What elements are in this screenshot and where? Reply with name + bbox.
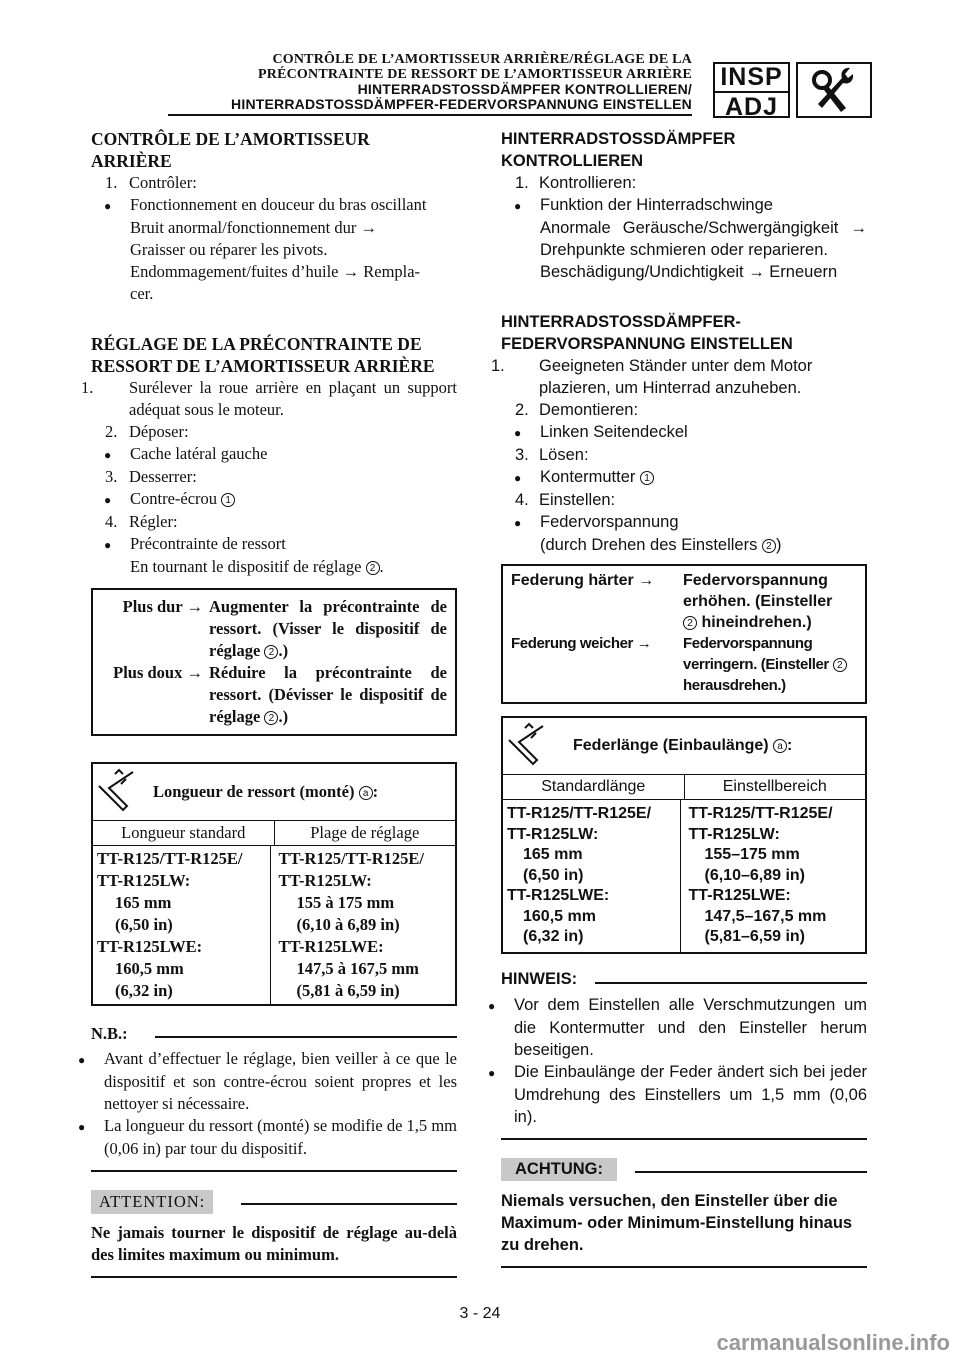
fr-note-1 [78, 1048, 457, 1115]
fr-s2-step-4-text: En tournant le dispositif de réglage 2 . [130, 557, 384, 576]
fr-s1-step-1 [91, 172, 457, 194]
fr-s2-step-3-bullet [91, 488, 457, 511]
de-note-1 [488, 994, 867, 1061]
fr-s2-step-2-bullet [91, 443, 457, 466]
note-text: Avant d’effectuer le réglage, bien veiller à ce que le dispositif et son contre-écrou soient propres et les nettoyer si nécessaire. [104, 1049, 457, 1113]
fr-s2-step-2 [91, 421, 457, 443]
header-line-2: PRÉCONTRAINTE DE RESSORT DE L’AMORTISSEUR ARRIÈRE [258, 67, 692, 82]
spec-cell: TT-R125LWE: [278, 937, 384, 956]
spec-col-2-header: Plage de réglage [310, 823, 420, 842]
spec-cell: TT-R125LWE: [507, 887, 610, 904]
spec-title-text: Longueur de ressort (monté) [153, 782, 355, 801]
page-number: 3 - 24 [459, 1305, 501, 1322]
spec-header-row [503, 775, 865, 800]
spec-body-row [503, 800, 865, 952]
note-label: N.B.: [91, 1024, 128, 1043]
de-s2-title-2: FEDERVORSPANNUNG EINSTELLEN [501, 335, 793, 353]
bullet-text: Fonctionnement en douceur du bras oscillant [130, 195, 427, 214]
callout-2-icon: 2 [366, 561, 380, 575]
fr-s1-title-2: ARRIÈRE [91, 151, 172, 171]
bullet-icon: ● [488, 998, 496, 1013]
spec-cell: TT-R125LWE: [97, 937, 203, 956]
spec-col-2 [681, 800, 866, 952]
adjust-key: Plus dur → [122, 597, 203, 616]
de-adjust-row-2 [511, 633, 857, 696]
note-text: Die Einbaulänge der Feder ändert sich bei jeder Umdrehung des Einstellers um 1,5 mm (0,06 in). [514, 1062, 867, 1126]
fr-spec-table [91, 762, 457, 1006]
adjust-text: (durch Drehen des Einstellers [540, 536, 758, 554]
de-s2-step-1 [491, 355, 867, 399]
step-text: Contrôler: [129, 173, 197, 192]
bullet-icon: ● [104, 448, 112, 462]
bullet-icon: ● [104, 493, 112, 507]
de-adjust-row-1 [511, 570, 857, 633]
spec-title-text: Federlänge (Einbaulänge) [573, 737, 769, 754]
step-number: 4. [105, 512, 118, 531]
watermark: carmanualsonline.info [716, 1330, 950, 1355]
spec-cell: TT-R125LW: [688, 825, 780, 843]
de-s2-step-3 [501, 444, 867, 466]
bullet-icon: ● [78, 1053, 86, 1067]
spec-col-1-header: Standardlänge [503, 775, 685, 799]
warning-rule [635, 1171, 867, 1173]
de-s2-step-2-bullet [501, 421, 867, 444]
bullet-text: Cache latéral gauche [130, 444, 268, 463]
bullet-icon: ● [514, 516, 522, 530]
bullet-icon: ● [488, 1065, 496, 1080]
spec-header-row [93, 821, 455, 846]
callout-2-icon: 2 [264, 645, 278, 659]
step-number: 3. [105, 467, 118, 486]
badge-top: INSP [720, 63, 783, 91]
fr-s1-title-1: CONTRÔLE DE L’AMORTISSEUR [91, 129, 370, 149]
adjust-value-text: herausdrehen.) [683, 677, 786, 694]
de-s1-step-1 [501, 172, 867, 194]
de-note-header [501, 970, 867, 994]
spec-cell: TT-R125LW: [278, 871, 372, 890]
callout-a-icon: a [359, 786, 373, 800]
spec-col-1-header: Longueur standard [93, 821, 275, 845]
step-number: 3. [515, 446, 529, 464]
bullet-text: Funktion der Hinterradschwinge [540, 196, 773, 214]
bullet-icon: ● [104, 199, 112, 213]
spec-cell: 165 mm [523, 846, 583, 863]
spec-cell: 160,5 mm [115, 959, 184, 978]
bullet-text: Kontermutter [540, 468, 636, 486]
adjust-value-text: hineindrehen.) [701, 614, 812, 631]
note-rule [595, 982, 867, 984]
bullet-text: Linken Seitendeckel [540, 423, 688, 441]
de-note-2 [488, 1061, 867, 1128]
german-column [488, 128, 867, 1268]
note-text: Vor dem Einstellen alle Verschmutzungen um die Kontermutter und den Einsteller herum beseitigen. [514, 995, 867, 1059]
de-s2-step-4-text: (durch Drehen des Einstellers 2 ) [540, 536, 782, 554]
step-text: Kontrollieren: [539, 174, 637, 192]
spec-cell: 160,5 mm [523, 907, 596, 925]
adjust-value-text: Federvorspannung erhöhen. (Einsteller [683, 572, 833, 610]
spec-col-1 [93, 846, 271, 1004]
bullet-text: Federvorspannung [540, 513, 679, 531]
header-line-3: HINTERRADSTOSSDÄMPFER KONTROLLIEREN/ [357, 81, 692, 97]
bullet-icon: ● [78, 1120, 86, 1134]
bullet-icon: ● [514, 471, 522, 485]
de-warning-text: Niemals versuchen, den Einsteller über die Maximum- oder Minimum-Einstellung hinaus zu drehen. [501, 1191, 853, 1254]
header-line-4: HINTERRADSTOSSDÄMPFER-FEDERVORSPANNUNG EINSTELLEN [231, 96, 692, 112]
fr-note-2 [78, 1115, 457, 1160]
callout-2-icon: 2 [762, 539, 776, 553]
fr-note-header [91, 1024, 457, 1048]
step-text: Déposer: [129, 422, 189, 441]
step-number: 4. [515, 491, 529, 509]
step-number: 1. [81, 378, 94, 397]
adjust-value-text: Augmenter la précontrainte de ressort. (Visser le dispositif de réglage [209, 597, 447, 660]
spec-cell: 147,5–167,5 mm [704, 907, 827, 925]
adjust-end: .) [278, 707, 289, 726]
de-s1-title-2: KONTROLLIEREN [501, 152, 644, 170]
warning-end-rule [501, 1266, 867, 1268]
note-end-rule [501, 1138, 867, 1140]
spec-cell: 155–175 mm [704, 846, 800, 863]
bullet-icon: ● [514, 426, 522, 440]
callout-1-icon: 1 [221, 493, 235, 507]
callout-a-icon: a [773, 739, 787, 753]
de-s1-title-1: HINTERRADSTOSSDÄMPFER [501, 130, 736, 148]
wrench-icon [796, 62, 872, 118]
fr-s2-title-1: RÉGLAGE DE LA PRÉCONTRAINTE DE [91, 334, 422, 354]
adjust-value [209, 596, 447, 662]
spec-cell: (5,81 à 6,59 in) [296, 981, 400, 1000]
step-text: Régler: [129, 512, 178, 531]
step-number: 1. [491, 357, 505, 375]
header-line-1: CONTRÔLE DE L’AMORTISSEUR ARRIÈRE/RÉGLAGE DE LA [272, 52, 692, 67]
header-rule [168, 114, 692, 116]
french-column [78, 128, 457, 1278]
caliper-icon [503, 718, 559, 774]
adjust-value-text: Réduire la précontrainte de ressort. (Dévisser le dispositif de réglage [209, 663, 447, 726]
spec-cell: (6,32 in) [523, 928, 584, 945]
spec-cell: (6,50 in) [115, 915, 173, 934]
spec-body-row [93, 846, 455, 1004]
spec-title-row [93, 764, 455, 821]
fr-s1-bullet [91, 194, 457, 217]
spec-cell: (6,32 in) [115, 981, 173, 1000]
adjust-value-text: Federvorspannung verringern. (Einsteller [683, 635, 829, 673]
fr-s1-line-d: cer. [130, 284, 154, 303]
de-adjust-table [501, 564, 867, 704]
note-end-rule [91, 1170, 457, 1172]
spec-cell: (6,50 in) [523, 866, 584, 884]
warning-label: ACHTUNG: [501, 1158, 617, 1181]
spec-col-2 [271, 846, 456, 1004]
spec-cell: (5,81–6,59 in) [704, 928, 805, 945]
badge-bottom: ADJ [724, 93, 778, 121]
fr-s2-step-1 [81, 377, 457, 421]
callout-1-icon: 1 [640, 471, 654, 485]
fr-adjust-row-1 [101, 596, 447, 662]
fr-s2-step-4 [91, 511, 457, 533]
de-s1-bullet [501, 194, 867, 217]
step-text: Einstellen: [539, 491, 616, 509]
spec-col-1 [503, 800, 681, 952]
step-text: Desserrer: [129, 467, 197, 486]
fr-s2-title-2: RESSORT DE L’AMORTISSEUR ARRIÈRE [91, 356, 435, 376]
spec-cell: 165 mm [115, 893, 172, 912]
step-text: Demontieren: [539, 401, 639, 419]
warning-rule [241, 1203, 457, 1205]
adjust-key: Federung härter → [511, 572, 655, 589]
adjust-key: Plus doux → [113, 663, 203, 682]
warning-end-rule [91, 1276, 457, 1278]
fr-adjust-table [91, 588, 457, 736]
step-number: 2. [105, 422, 118, 441]
spec-title-row [503, 718, 865, 775]
note-rule [155, 1036, 457, 1038]
fr-warning-text: Ne jamais tourner le dispositif de réglage au-delà des limites maximum ou minimum. [91, 1223, 457, 1264]
adjust-end: .) [278, 641, 289, 660]
step-number: 1. [515, 174, 529, 192]
spec-cell: 155 à 175 mm [296, 893, 395, 912]
de-s2-step-2 [501, 399, 867, 421]
spec-title: Federlänge (Einbaulänge) a : [573, 737, 793, 754]
bullet-text: Précontrainte de ressort [130, 534, 286, 553]
insp-adj-badge [713, 62, 790, 121]
fr-adjust-row-2 [101, 662, 447, 728]
de-spec-table [501, 716, 867, 954]
adjust-key: Federung weicher → [511, 635, 652, 652]
note-text: La longueur du ressort (monté) se modifie de 1,5 mm (0,06 in) par tour du dispositif. [104, 1116, 457, 1158]
spec-cell: 147,5 à 167,5 mm [296, 959, 419, 978]
de-s2-title-1: HINTERRADSTOSSDÄMPFER- [501, 313, 741, 331]
fr-s2-step-4-bullet [91, 533, 457, 556]
fr-s2-step-3 [91, 466, 457, 488]
step-text: Geeigneten Ständer unter dem Motor plazieren, um Hinterrad anzuheben. [539, 357, 813, 397]
page-header [231, 52, 692, 112]
fr-s1-line-a: Bruit anormal/fonctionnement dur → [130, 218, 377, 237]
spec-cell: TT-R125LW: [97, 871, 191, 890]
spec-cell: TT-R125/TT-R125E/ [507, 805, 652, 822]
caliper-icon [93, 764, 149, 820]
adjust-text: En tournant le dispositif de réglage [130, 557, 362, 576]
callout-2-icon: 2 [264, 711, 278, 725]
de-s2-step-4-bullet [501, 511, 867, 534]
bullet-text: Contre-écrou [130, 489, 218, 508]
note-label: HINWEIS: [501, 969, 578, 988]
step-number: 1. [105, 173, 118, 192]
spec-cell: TT-R125/TT-R125E/ [97, 849, 243, 868]
bullet-icon: ● [514, 199, 522, 213]
callout-2-icon: 2 [833, 658, 847, 672]
warning-label: ATTENTION: [91, 1190, 213, 1214]
spec-cell: (6,10 à 6,89 in) [296, 915, 400, 934]
spec-cell: TT-R125/TT-R125E/ [688, 805, 833, 822]
fr-warning-header [91, 1190, 457, 1216]
adjust-value [683, 570, 857, 633]
spec-cell: (6,10–6,89 in) [704, 866, 805, 884]
de-s2-step-3-bullet [501, 466, 867, 489]
de-s2-step-4 [501, 489, 867, 511]
step-text: Surélever la roue arrière en plaçant un support adéquat sous le moteur. [129, 378, 457, 419]
adjust-value [683, 633, 857, 696]
spec-col-2-header: Einstellbereich [722, 778, 827, 795]
de-s1-line-a: Anormale Geräusche/Schwergängigkeit → Drehpunkte schmieren oder reparieren. [540, 219, 867, 259]
fr-s1-line-b: Graisser ou réparer les pivots. [130, 240, 328, 259]
adjust-value [209, 662, 447, 728]
spec-cell: TT-R125LW: [507, 825, 599, 843]
fr-s1-line-c: Endommagement/fuites d’huile → Rempla- [130, 262, 421, 281]
callout-2-icon: 2 [683, 616, 697, 630]
spec-title: Longueur de ressort (monté) a : [153, 782, 379, 801]
de-s1-line-c: Beschädigung/Undichtigkeit → Erneuern [540, 263, 838, 281]
bullet-icon: ● [104, 538, 112, 552]
spec-cell: TT-R125/TT-R125E/ [278, 849, 424, 868]
step-number: 2. [515, 401, 529, 419]
de-warning-header [501, 1158, 867, 1184]
step-text: Lösen: [539, 446, 589, 464]
spec-cell: TT-R125LWE: [688, 887, 791, 904]
